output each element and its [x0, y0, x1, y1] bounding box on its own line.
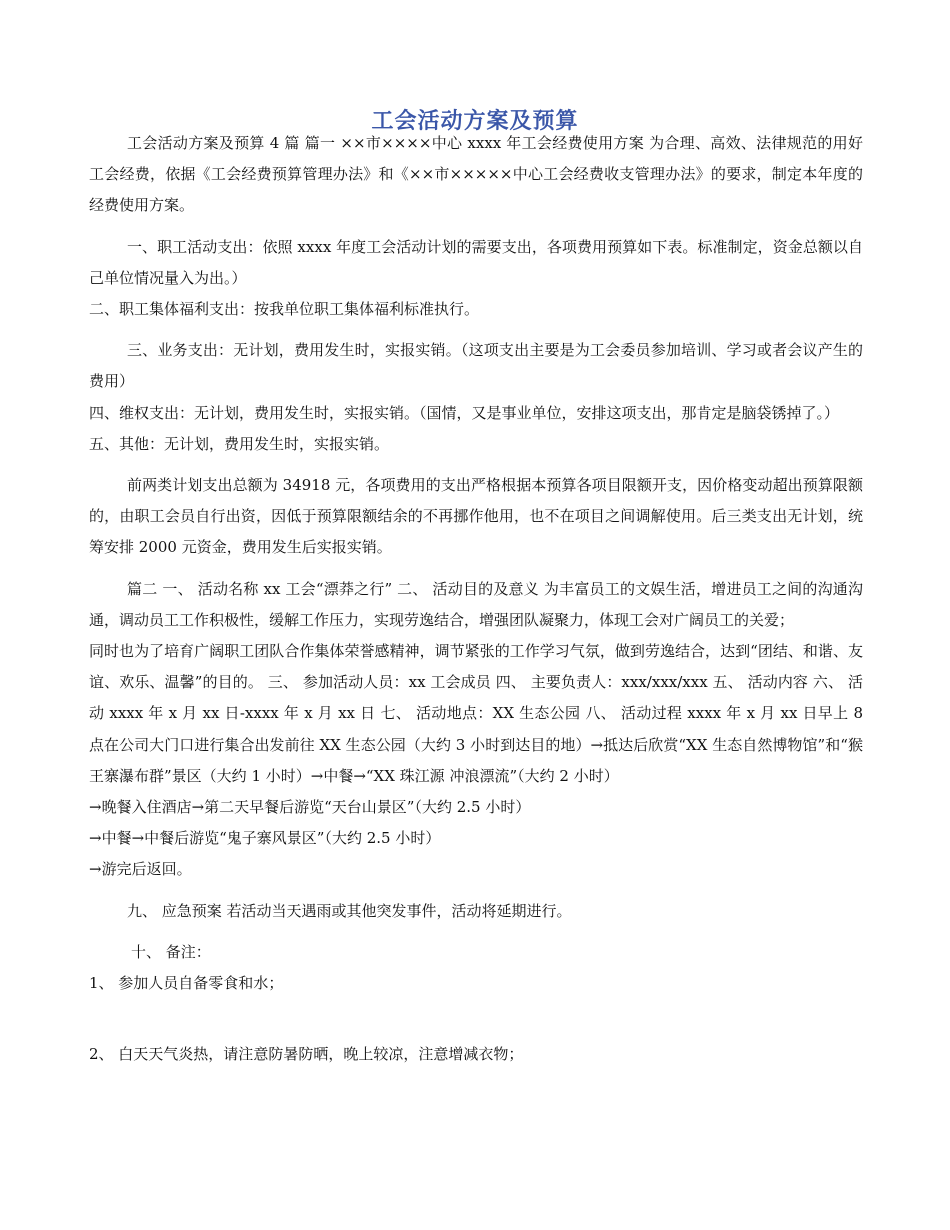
paragraph-item-4: 四、维权支出：无计划，费用发生时，实报实销。（国情，又是事业单位，安排这项支出，那肯定是脑袋锈掉了。）	[89, 403, 840, 422]
document-body	[89, 128, 863, 1070]
paragraph-itinerary-line-2: →中餐→中餐后游览“鬼子寨风景区”（大约 2.5 小时）	[89, 829, 441, 848]
paragraph-intro: 工会活动方案及预算 4 篇 篇一 ××市××××中心 xxxx 年工会经费使用方案 为合理、高效、法律规范的用好工会经费，依据《工会经费预算管理办法》和《××市×××××中心工会经费收支管理办法》的要求，制定本年度的经费使用方案。	[89, 134, 863, 215]
paragraph-note-2: 2、 白天天气炎热，请注意防暑防晒，晚上较凉，注意增减衣物；	[89, 1045, 524, 1064]
page-title: 工会活动方案及预算	[371, 109, 579, 134]
paragraph-notes-heading: 十、 备注：	[131, 942, 211, 961]
paragraph-contingency: 九、 应急预案 若活动当天遇雨或其他突发事件，活动将延期进行。	[127, 901, 572, 920]
paragraph-note-1: 1、 参加人员自备零食和水；	[89, 974, 284, 993]
paragraph-item-1: 一、职工活动支出：依照 xxxx 年度工会活动计划的需要支出，各项费用预算如下表。标准制定，资金总额以自己单位情况量入为出。）	[89, 237, 863, 287]
paragraph-budget-summary: 前两类计划支出总额为 34918 元，各项费用的支出严格根据本预算各项目限额开支，因价格变动超出预算限额的，由职工会员自行出资，因低于预算限额结余的不再挪作他用，也不在项目之间调解使用。后三类支出无计划，统筹安排 2000 元资金，费用发生后实报实销。	[89, 476, 863, 557]
paragraph-item-5: 五、其他：无计划，费用发生时，实报实销。	[89, 434, 390, 453]
paragraph-item-3: 三、业务支出：无计划，费用发生时，实报实销。（这项支出主要是为工会委员参加培训、学习或者会议产生的费用）	[89, 341, 863, 391]
paragraph-itinerary-line-3: →游完后返回。	[89, 860, 192, 879]
paragraph-itinerary-line-1: →晚餐入住酒店→第二天早餐后游览“天台山景区”（大约 2.5 小时）	[89, 798, 531, 817]
paragraph-part-two-intro: 篇二 一、 活动名称 xx 工会“漂莽之行” 二、 活动目的及意义 为丰富员工的文娱生活，增进员工之间的沟通沟通，调动员工工作积极性，缓解工作压力，实现劳逸结合，增强团队凝聚力，体现工会对广阔员工的关爱；	[89, 579, 863, 629]
paragraph-part-two-details: 同时也为了培育广阔职工团队合作集体荣誉感精神，调节紧张的工作学习气氛，做到劳逸结合，达到“团结、和谐、友谊、欢乐、温馨”的目的。 三、 参加活动人员：xx 工会成员 四、 主要负责人：xxx/xxx/xxx 五、 活动内容 六、 活动 xxxx 年 x 月 xx 日-xxxx 年 x 月 xx 日 七、 活动地点：XX 生态公园 八、 活动过程 xxxx 年 x 月 xx 日早上 8 点在公司大门口进行集合出发前往 XX 生态公园（大约 3 小时到达目的地）→抵达后欣赏“XX 生态自然博物馆”和“猴王寨瀑布群”景区（大约 1 小时）→中餐→“XX 珠江源 冲浪漂流”（大约 2 小时）	[89, 642, 863, 785]
paragraph-item-2: 二、职工集体福利支出：按我单位职工集体福利标准执行。	[89, 300, 480, 319]
